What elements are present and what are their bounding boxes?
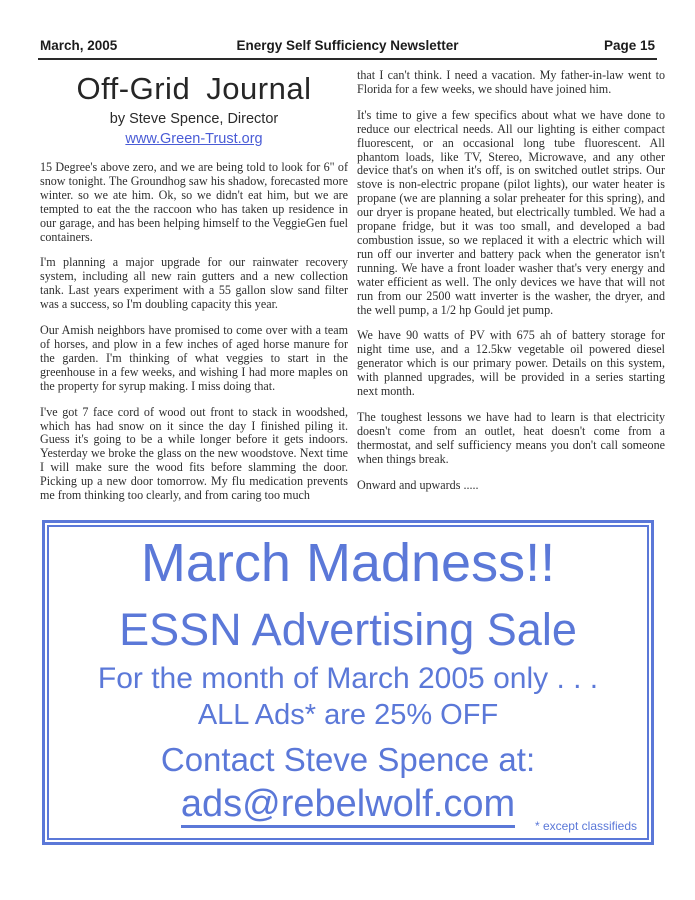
ad-headline: March Madness!!: [140, 532, 556, 593]
advertising-banner-inner: [47, 525, 649, 840]
ad-offer-line1: For the month of March 2005 only . . .: [97, 662, 599, 696]
page-header: [0, 0, 695, 53]
article-paragraph: 15 Degree's above zero, and we are being told to look for 6" of snow tonight. The Groundhog saw his shadow, forecasted more winter. so we ate him. Ok, so we didn't eat him, but we are tempted to eat the the raccoon who has taken up residence in our garage, and has been helping himself to the VeggieGen fuel containers.: [40, 160, 348, 244]
header-date: March, 2005: [40, 38, 118, 53]
article-paragraph: We have 90 watts of PV with 675 ah of battery storage for night time use, and a 12.5kw vegetable oil powered diesel generator which is our primary power. Details on this system, with planned upgrades, will be provided in a series starting next month.: [357, 328, 665, 399]
ad-offer-line2: ALL Ads* are 25% OFF: [197, 698, 499, 731]
article-paragraph: Our Amish neighbors have promised to come over with a team of horses, and plow in a few inches of aged horse manure for the garden. I'm thinking of what veggies to start in the greenhouse in a few weeks, and wishing I had more maples on the property for syrup making. I miss doing that.: [40, 323, 348, 393]
article-paragraph: Onward and upwards .....: [357, 477, 479, 492]
header-newsletter-title: Energy Self Sufficiency Newsletter: [236, 38, 459, 53]
article-title-block: [40, 71, 348, 148]
article-byline: by Steve Spence, Director: [109, 111, 279, 127]
article-paragraph: I've got 7 face cord of wood out front to stack in woodshed, which has had snow on it since the day I finished piling it. Guess it's going to be a while longer before it gets indoors. Yesterday we broke the glass on the new woodstove. Next time I will make sure the wood fits before slamming the door. Picking up a new door tomorrow. My flu medication prevents me from thinking too clearly, and from caring too much: [40, 404, 348, 503]
right-column: [357, 69, 665, 515]
article-paragraph: that I can't think. I need a vacation. My father-in-law went to Florida for a few weeks, we should have joined him.: [357, 68, 665, 96]
article-paragraph: It's time to give a few specifics about what we have done to reduce our electrical needs. All our lighting is either compact fluorescent, or an occasional long tube fluorescent. All phantom loads, like TV, Stereo, Microwave, and any other device that's on when it's off, is on switched outlet strips. Our stove is non-electric propane (pilot lights), our water heater is propane (we are planning a solar preheater for this spring), and our dryer is propane heated, but electrically tumbled. We had a propane fridge, but it was too small, and developed a bad combustion issue, so we replaced it with a electric which will run off our inverter and battery pack when the generator isn't running. We have a front loader washer that's very energy and water efficient as well. The only devices we have that will not run from our 2500 watt inverter is the washer, the dryer, and the well pump, a 1/2 hp Gould jet pump.: [357, 107, 665, 317]
header-page-number: Page 15: [603, 38, 655, 53]
article-columns: [0, 60, 695, 515]
article-paragraph: The toughest lessons we have had to learn is that electricity doesn't come from an outlet, heat doesn't come from a thermostat, and self sufficiency means you don't call someone when things break.: [357, 409, 665, 466]
article-paragraph: I'm planning a major upgrade for our rainwater recovery system, including all new rain gutters and a new collection tank. Last years experiment with a 55 gallon slow sand filter was a success, so I'm doubling capacity this year.: [40, 255, 348, 312]
article-title: Off-Grid Journal: [76, 71, 312, 106]
green-trust-link[interactable]: www.Green-Trust.org: [125, 131, 263, 147]
advertising-banner: [42, 520, 654, 845]
ad-footnote: * except classifieds: [534, 818, 637, 833]
left-column: [40, 69, 348, 515]
ad-contact-line: Contact Steve Spence at:: [160, 741, 536, 779]
ad-subheadline: ESSN Advertising Sale: [119, 604, 577, 656]
ad-email-link[interactable]: ads@rebelwolf.com: [181, 785, 515, 828]
